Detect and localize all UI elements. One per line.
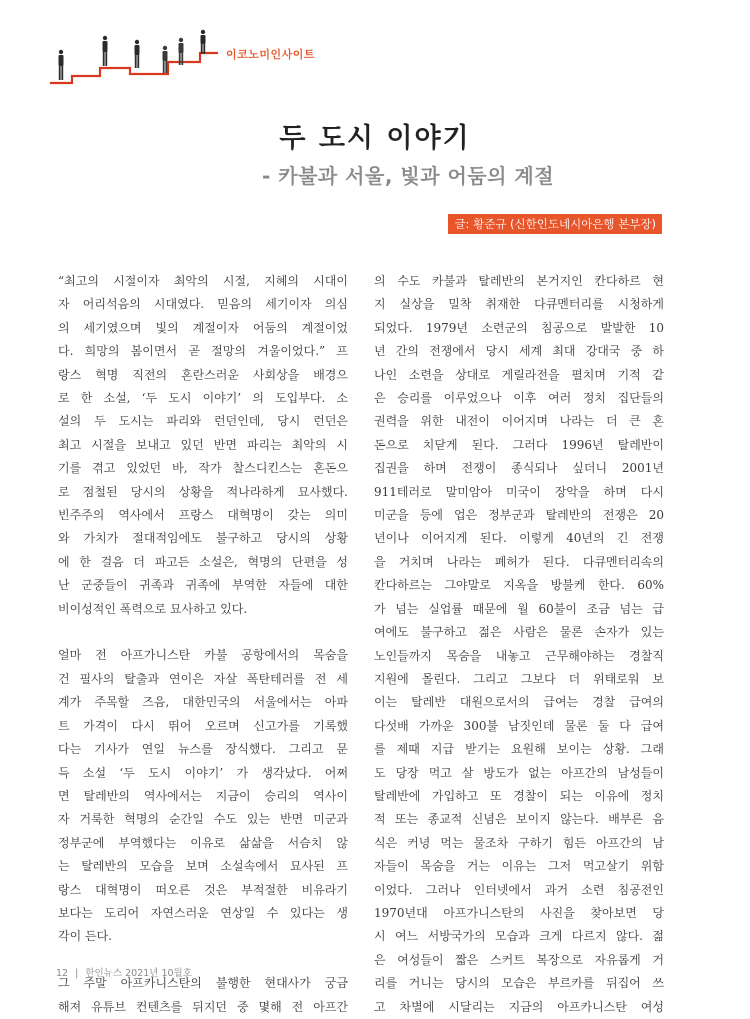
body-line: 자 어리석음의 시대였다. 믿음의 세기이자 의심 bbox=[58, 297, 348, 312]
body-line: 나인 소련을 상대로 게릴라전을 펼치며 기적 같 bbox=[374, 367, 664, 382]
body-line: 얼마 전 아프가니스탄 카불 공항에서의 목숨을 bbox=[58, 648, 348, 663]
body-line: 되었다. 1979년 소련군의 침공으로 발발한 10 bbox=[374, 320, 664, 335]
body-line: 의 수도 카불과 탈레반의 본거지인 칸다하르 현 bbox=[374, 274, 664, 288]
body-line: 은 승리를 이루었으나 이후 여러 정치 집단들의 bbox=[374, 391, 664, 406]
body-line: 을 거치며 나라는 폐허가 된다. 다큐멘터리속의 bbox=[374, 554, 664, 569]
body-line: 1970년대 아프가니스탄의 사진을 찾아보면 당 bbox=[374, 905, 664, 920]
body-line: 랑스 대혁명이 떠오른 것은 부적절한 비유라기 bbox=[58, 882, 348, 897]
body-line: 보다는 도리어 자연스러운 연상일 수 있다는 생 bbox=[58, 905, 348, 920]
body-line: 의 세기였으며 빛의 계절이자 어둠의 계절이었 bbox=[58, 320, 348, 335]
publication-name: 한인뉴스 2021년 10월호 bbox=[85, 968, 192, 979]
body-line: 최고 시절을 보내고 있던 반면 파리는 최악의 시 bbox=[58, 437, 348, 452]
section-header bbox=[50, 28, 350, 88]
body-line: 이는 탈레반 대원으로서의 급여는 경찰 급여의 bbox=[374, 695, 664, 710]
body-line: 비이성적인 폭력으로 묘사하고 있다. bbox=[58, 601, 248, 616]
body-line: 로 한 소설, ‘두 도시 이야기’ 의 도입부다. 소 bbox=[58, 391, 348, 406]
body-line: 빈주주의 역사에서 프랑스 대혁명이 갖는 의미 bbox=[58, 508, 348, 523]
body-line: 정부군에 부역했다는 이유로 삶삶을 서슴치 않 bbox=[58, 835, 348, 850]
body-line: 권력을 위한 내전이 이어지며 나라는 더 큰 혼 bbox=[374, 414, 664, 429]
body-line: 랑스 혁명 직전의 혼란스러운 사회상을 배경으 bbox=[58, 367, 348, 382]
footer-separator: | bbox=[75, 968, 79, 979]
body-line: 미군을 등에 업은 정부군과 탈레반의 전쟁은 20 bbox=[374, 508, 664, 523]
body-line: 트 가격이 다시 뛰어 오르며 신고가를 기록했 bbox=[58, 718, 348, 733]
body-line: 고 차별에 시달리는 지금의 아프카니스탄 여성 bbox=[374, 999, 664, 1014]
body-line: 년 간의 전쟁에서 당시 세계 최대 강대국 중 하 bbox=[374, 344, 664, 359]
body-line: 에 한 걸음 더 파고든 소설은, 혁명의 단편을 성 bbox=[58, 554, 348, 569]
body-line: 면 탈레반의 역사에서는 지금이 승리의 역사이 bbox=[58, 788, 348, 803]
body-line: 집권을 하며 전쟁이 종식되나 싶더니 2001년 bbox=[374, 461, 664, 476]
body-line: 은 여성들이 짧은 스커트 복장으로 자유롭게 거 bbox=[374, 952, 664, 967]
body-line: 여에도 불구하고 젊은 사람은 물론 손자가 있는 bbox=[374, 625, 664, 640]
body-line: 로 점철된 당시의 상황을 적나라하게 묘사했다. bbox=[58, 484, 348, 499]
body-line: 탈레반에 가입하고 또 경찰이 되는 이유에 정치 bbox=[374, 788, 664, 803]
body-line: 911테러로 말미암아 미국이 장악을 하며 다시 bbox=[374, 484, 664, 499]
body-line: 득 소설 ‘두 도시 이야기’ 가 생각났다. 어쩌 bbox=[58, 765, 348, 780]
body-line: 자 거룩한 혁명의 순간일 수도 있는 반면 미군과 bbox=[58, 812, 348, 827]
business-people-figures-icon bbox=[50, 28, 220, 88]
body-line: 이었다. 그러나 인터넷에서 과거 소련 침공전인 bbox=[374, 882, 664, 897]
body-line: 식은 커녕 먹는 물조차 구하기 힘든 아프간의 남 bbox=[374, 835, 664, 850]
body-line: 계가 주목할 즈음, 대한민국의 서울에서는 아파 bbox=[58, 695, 348, 710]
right-column bbox=[374, 270, 664, 1019]
body-line: 시 여느 서방국가의 모습과 크게 다르지 않다. 젊 bbox=[374, 929, 664, 944]
article-title: 두 도시 이야기 bbox=[279, 123, 471, 154]
body-line: 노인들까지 목숨을 내놓고 근무해야하는 경찰직 bbox=[374, 648, 664, 663]
body-line: 돈으로 치닫게 된다. 그러다 1996년 탈레반이 bbox=[374, 437, 664, 452]
body-line: 리를 거니는 당시의 모습은 부르카를 뒤집어 쓰 bbox=[374, 976, 664, 991]
body-line: 다섯배 가까운 300불 남짓인데 물론 둘 다 급여 bbox=[374, 718, 664, 733]
body-line: 다. 희망의 봄이면서 곧 절망의 겨울이었다.” 프 bbox=[58, 344, 348, 359]
page-footer bbox=[56, 965, 196, 979]
body-line: 그 주말 아프카니스탄의 불행한 현대사가 궁금 bbox=[58, 976, 348, 991]
body-line: 자들이 목숨을 거는 이유는 그저 먹고살기 위함 bbox=[374, 859, 664, 874]
body-line: 건 필사의 탈출과 연이은 자살 폭탄테러를 전 세 bbox=[58, 671, 348, 686]
body-line: 다는 기사가 연일 뉴스를 장식했다. 그리고 문 bbox=[58, 742, 348, 757]
body-line: 는 탈레반의 모습을 보며 소설속에서 묘사된 프 bbox=[58, 859, 348, 874]
body-line: 적 또는 종교적 신념은 보이지 않는다. 배부른 음 bbox=[374, 812, 664, 827]
body-line: 칸다하르는 그야말로 지옥을 방불케 한다. 60% bbox=[374, 578, 664, 593]
body-line: 가 넘는 실업률 때문에 월 60불이 조금 넘는 급 bbox=[374, 601, 664, 616]
body-line: 를 제때 지급 받기는 요원해 보이는 상황. 그래 bbox=[374, 742, 664, 757]
author-byline: 글: 황준규 (신한인도네시아은행 본부장) bbox=[448, 214, 662, 234]
body-line: 와 가치가 절대적임에도 불구하고 당시의 상황 bbox=[58, 531, 348, 546]
body-line: 년이나 이어지게 된다. 이렇게 40년의 긴 전쟁 bbox=[374, 531, 664, 546]
body-line: 설의 두 도시는 파리와 런던인데, 당시 런던은 bbox=[58, 414, 348, 429]
body-line: 도 당장 먹고 살 방도가 없는 아프간의 남성들이 bbox=[374, 765, 664, 780]
body-line: “최고의 시절이자 최악의 시절, 지혜의 시대이 bbox=[58, 274, 348, 288]
body-line: 해져 유튜브 컨텐츠를 뒤지던 중 몇해 전 아프간 bbox=[58, 999, 348, 1014]
page-number: 12 bbox=[56, 968, 69, 979]
body-line: 지원에 몰린다. 그리고 그보다 더 위태로워 보 bbox=[374, 671, 664, 686]
left-column bbox=[58, 270, 348, 1019]
body-line: 각이 든다. bbox=[58, 929, 112, 944]
body-line: 기를 겪고 있었던 바, 작가 찰스디킨스는 혼돈으 bbox=[58, 461, 348, 476]
body-line: 난 군중들이 귀족과 귀족에 부역한 자들에 대한 bbox=[58, 578, 348, 593]
article-subtitle: - 카불과 서울, 빛과 어둠의 계절 bbox=[262, 164, 555, 188]
paragraph-gap bbox=[58, 621, 348, 644]
section-label: 이코노미인사이트 bbox=[226, 48, 316, 61]
body-line: 지 실상을 밀착 취재한 다큐멘터리를 시청하게 bbox=[374, 297, 664, 312]
